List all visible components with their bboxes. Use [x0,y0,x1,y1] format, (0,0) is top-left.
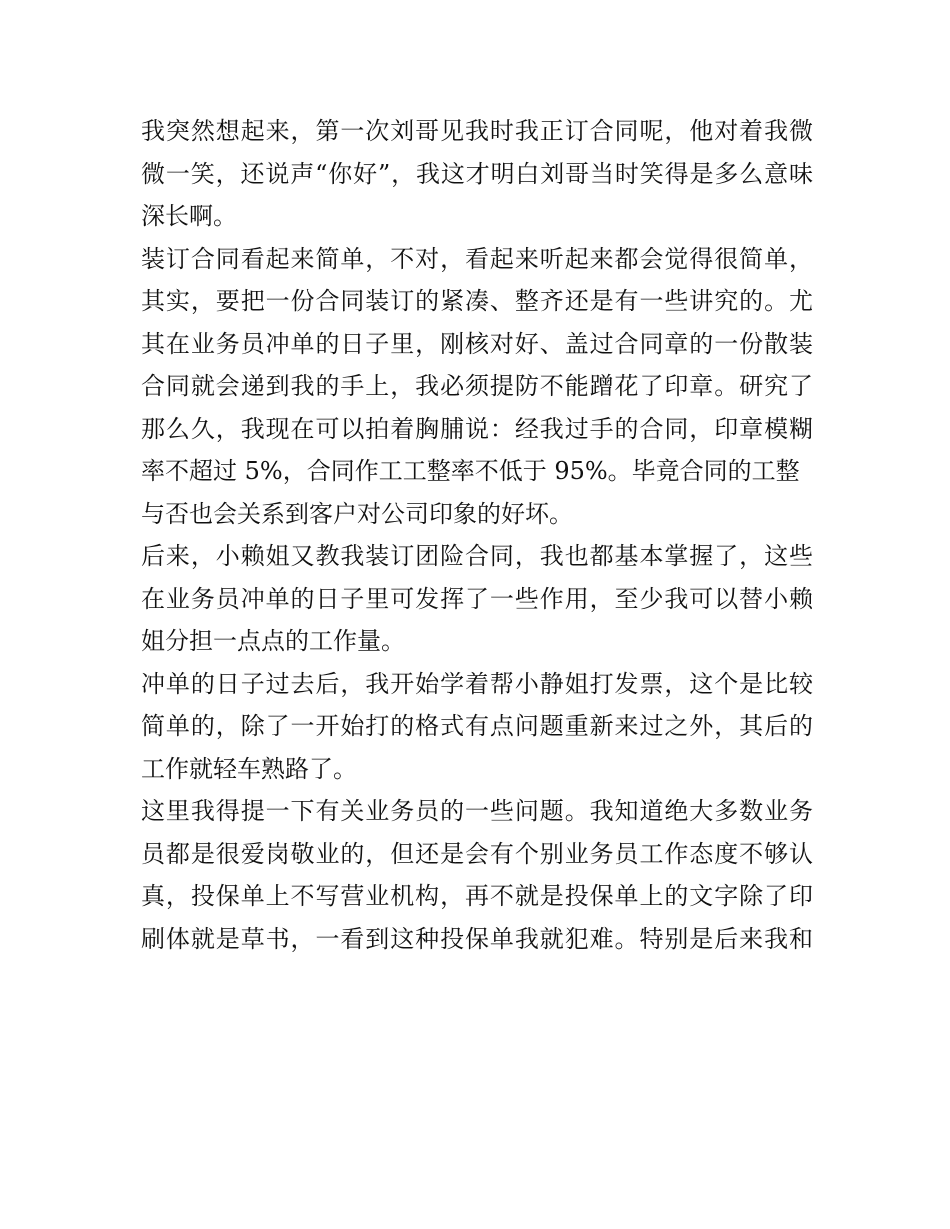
text-line: 冲单的日子过去后，我开始学着帮小静姐打发票，这个是比较 [141,669,813,698]
text-line: 装订合同看起来简单，不对，看起来听起来都会觉得很简单， [141,244,813,273]
text-line: 那么久，我现在可以拍着胸脯说：经我过手的合同，印章模糊 [141,414,813,443]
text-line: 真，投保单上不写营业机构，再不就是投保单上的文字除了印 [141,882,813,910]
text-line: 微一笑，还说声“你好”，我这才明白刘哥当时笑得是多么意味 [141,159,813,188]
text-line: 刷体就是草书，一看到这种投保单我就犯难。特别是后来我和 [141,924,813,953]
paragraph-4 [141,663,813,791]
text-line: 简单的，除了一开始打的格式有点问题重新来过之外，其后的 [141,712,813,740]
text-line: 我突然想起来，第一次刘哥见我时我正订合同呢，他对着我微 [141,117,813,145]
text-line: 与否也会关系到客户对公司印象的好坏。 [141,499,573,528]
text-line: 深长啊。 [141,202,237,230]
text-line: 其实，要把一份合同装订的紧凑、整齐还是有一些讲究的。尤 [141,287,813,315]
text-line: 员都是很爱岗敬业的，但还是会有个别业务员工作态度不够认 [141,839,813,868]
text-line: 后来，小赖姐又教我装订团险合同，我也都基本掌握了，这些 [141,542,813,570]
paragraph-5 [141,790,813,960]
text-line: 工作就轻车熟路了。 [141,754,357,783]
document-body [141,110,813,960]
text-line: 在业务员冲单的日子里可发挥了一些作用，至少我可以替小赖 [141,584,813,613]
text-line: 合同就会递到我的手上，我必须提防不能蹭花了印章。研究了 [141,372,813,400]
paragraph-1 [141,110,813,238]
paragraph-2 [141,238,813,536]
text-line: 其在业务员冲单的日子里，刚核对好、盖过合同章的一份散装 [141,329,813,358]
paragraph-3 [141,535,813,663]
text-line: 姐分担一点点的工作量。 [141,627,405,655]
text-line: 这里我得提一下有关业务员的一些问题。我知道绝大多数业务 [141,797,813,825]
text-line: 率不超过 5%，合同作工工整率不低于 95%。毕竟合同的工整 [141,457,800,485]
